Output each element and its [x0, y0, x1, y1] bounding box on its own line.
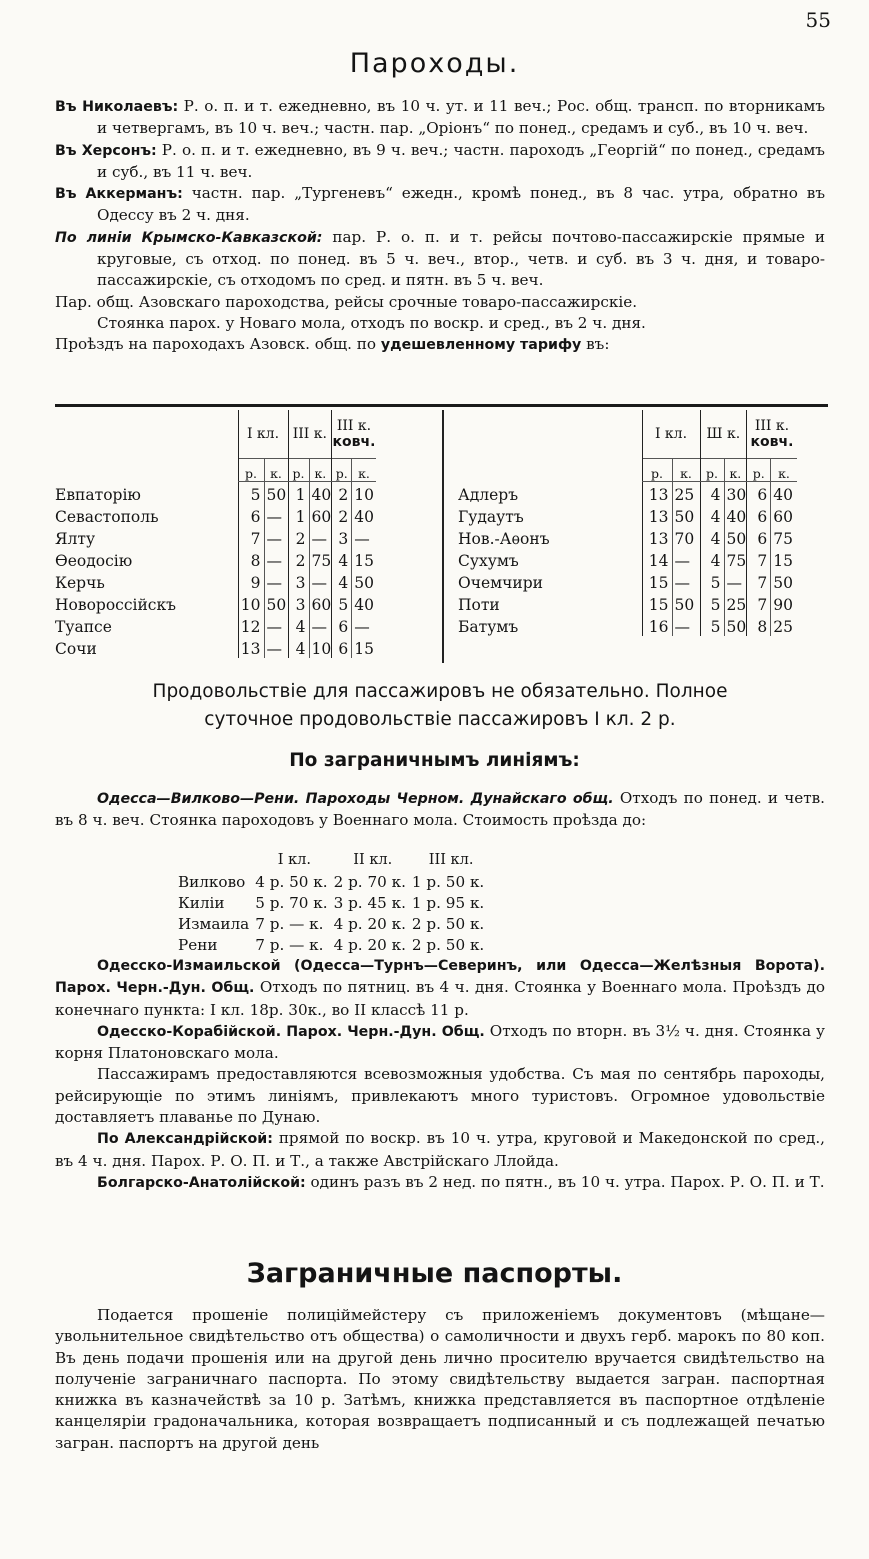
table-center-divider [442, 410, 444, 663]
fare-kop: 50 [724, 614, 747, 636]
sub-header-kop: к. [771, 458, 797, 481]
fare-kop: 50 [264, 592, 288, 614]
fare-rub: 6 [747, 481, 771, 504]
route-text: Отходъ по вторн. въ 3½ ч. дня. Стоянка у корня Платоновскаго мола. [55, 1021, 825, 1063]
price-class-1: 7 р. — к. [255, 914, 324, 933]
fare-row [55, 504, 376, 526]
route-lead: По Александрійской: [97, 1131, 273, 1148]
fare-row [458, 526, 797, 548]
fare-rub: 8 [747, 614, 771, 636]
route-kherson [55, 140, 825, 184]
fare-kop: 50 [724, 526, 747, 548]
fare-kop: 70 [672, 526, 700, 548]
fare-kop: — [264, 526, 288, 548]
col-header-class-1: I кл. [642, 410, 700, 458]
fare-kop: — [352, 614, 376, 636]
foreign-routes [55, 955, 825, 1194]
route-bulgaria-anatolia [55, 1172, 825, 1194]
route-lead: Въ Аккерманъ: [55, 186, 183, 203]
fare-rub: 4 [332, 548, 352, 570]
fare-rub: 4 [700, 526, 724, 548]
fare-kop: 50 [771, 570, 797, 592]
fare-kop: 40 [352, 592, 376, 614]
fare-kop: 15 [771, 548, 797, 570]
route-lead: Въ Николаевъ: [55, 99, 179, 115]
price-place: Измаила [178, 914, 250, 933]
route-nikolaev [55, 96, 825, 140]
price-class-3: 1 р. 95 к. [411, 893, 485, 912]
fare-rub: 14 [642, 548, 672, 570]
price-place: Рени [178, 935, 218, 954]
fare-rub: 2 [288, 526, 309, 548]
route-odessa-corabia [55, 1021, 825, 1065]
fare-row [458, 570, 797, 592]
fare-kop: — [264, 636, 288, 658]
destination: Сочи [55, 639, 97, 658]
tariff-bold: удешевленному тарифу [380, 337, 582, 354]
price-class-3: 2 р. 50 к. [411, 935, 485, 954]
steamers-text [55, 96, 825, 357]
fare-kop: 30 [724, 481, 747, 504]
destination: Батумъ [458, 617, 519, 636]
route-lead: Одесско-Корабійской. Парох. Черн.-Дун. Общ. [97, 1023, 485, 1040]
fare-kop: 25 [672, 481, 700, 504]
section-title-steamers: Пароходы. [349, 48, 520, 79]
fare-rub: 2 [288, 548, 309, 570]
fare-row [458, 614, 797, 636]
price-row [178, 871, 490, 892]
fare-row [55, 636, 376, 658]
fare-kop: 60 [309, 504, 332, 526]
fare-rub: 4 [288, 636, 309, 658]
fare-kop: — [352, 526, 376, 548]
danube-price-table [178, 848, 490, 955]
fare-kop: — [264, 570, 288, 592]
price-col-class-3: III кл. [428, 851, 474, 868]
fare-row [458, 481, 797, 504]
destination: Керчь [55, 573, 105, 592]
fare-kop: — [309, 526, 332, 548]
route-text: пар. Р. о. п. и т. рейсы почтово-пассажирскіе прямые и круговые, съ отход. по понед. въ 5 ч. веч., втор., четв. и суб. въ 3 ч. дня, и товаро-пассажирскіе, съ отходомъ по сред. и пятн. въ 5 ч. веч. [97, 227, 825, 290]
destination: Нов.-Аѳонъ [458, 529, 550, 548]
fare-rub: 1 [288, 481, 309, 504]
fare-row [55, 592, 376, 614]
fare-rub: 15 [642, 592, 672, 614]
fare-rub: 12 [238, 614, 264, 636]
route-text: Отходъ по пятниц. въ 4 ч. дня. Стоянка у Военнаго мола. Проѣздъ до конечнаго пункта: I кл. 18р. 30к., во II классѣ 11 р. [55, 978, 825, 1019]
price-place: Киліи [178, 893, 225, 912]
fare-rub: 5 [332, 592, 352, 614]
destination: Ѳеодосію [55, 551, 133, 570]
azov-tariff-intro: Проѣздъ на пароходахъ Азовск. общ. по удешевленному тарифу въ: [55, 335, 610, 354]
fare-rub: 13 [642, 526, 672, 548]
fare-row [55, 481, 376, 504]
fare-kop: — [672, 614, 700, 636]
destination: Адлеръ [458, 485, 519, 504]
price-row [178, 892, 490, 913]
sub-header-rub: р. [747, 458, 771, 481]
passenger-comforts: Пассажирамъ предоставляются всевозможныя удобства. Съ мая по сентябрь пароходы, рейсирующіе по этимъ линіямъ, привлекаютъ много туристовъ. Огромное удовольствіе доставляетъ плаванье по Дунаю. [55, 1065, 825, 1127]
route-akkerman [55, 183, 825, 227]
fare-rub: 16 [642, 614, 672, 636]
price-col-class-2: II кл. [353, 851, 393, 868]
destination: Ялту [55, 529, 96, 548]
fare-kop: 75 [724, 548, 747, 570]
route-text: прямой по воскр. въ 10 ч. утра, круговой и Македонской по сред., въ 4 ч. дня. Парох. Р. О. П. и Т., а также Австрійскаго Ллойда. [55, 1129, 825, 1170]
destination: Севастополь [55, 507, 159, 526]
fare-kop: 25 [771, 614, 797, 636]
fare-kop: 40 [771, 481, 797, 504]
fare-kop: — [264, 504, 288, 526]
fare-rub: 4 [700, 481, 724, 504]
fare-row [458, 592, 797, 614]
price-col-class-1: I кл. [277, 851, 312, 868]
foreign-intro [55, 788, 825, 832]
fare-rub: 3 [332, 526, 352, 548]
col-header-class-3-deck: III к. ковч. [332, 410, 376, 458]
fare-rub: 4 [700, 548, 724, 570]
route-text: Р. о. п. и т. ежедневно, въ 9 ч. веч.; частн. пароходъ „Георгій“ по понед., средамъ и суб., въ 11 ч. веч. [97, 140, 825, 181]
fare-kop: — [672, 570, 700, 592]
fare-rub: 3 [288, 570, 309, 592]
destination: Новороссійскъ [55, 595, 177, 614]
sub-header-kop: к. [309, 458, 332, 481]
fare-rub: 1 [288, 504, 309, 526]
fare-rub: 4 [332, 570, 352, 592]
sub-header-rub: р. [332, 458, 352, 481]
fare-kop: 10 [352, 481, 376, 504]
price-row [178, 934, 490, 955]
price-class-2: 4 р. 20 к. [333, 935, 406, 954]
price-row [178, 913, 490, 934]
destination: Поти [458, 595, 500, 614]
passports-text [55, 1305, 825, 1454]
sub-header-rub: р. [700, 458, 724, 481]
fare-rub: 6 [238, 504, 264, 526]
fare-row [55, 614, 376, 636]
destination: Гудаутъ [458, 507, 524, 526]
fare-kop: — [672, 548, 700, 570]
fare-kop: 40 [724, 504, 747, 526]
section-title-foreign-lines: По заграничнымъ линіямъ: [289, 750, 580, 771]
provisions-note [60, 678, 820, 734]
fare-kop: 90 [771, 592, 797, 614]
col-header-class-3: III к. [288, 410, 332, 458]
route-lead: Одесса—Вилково—Рени. Пароходы Черном. Дунайскаго общ. [97, 791, 614, 807]
fare-rub: 6 [332, 636, 352, 658]
azov-berth: Стоянка парох. у Новаго мола, отходъ по воскр. и сред., въ 2 ч. дня. [97, 313, 646, 332]
fare-rub: 5 [238, 481, 264, 504]
route-lead: По линіи Крымско-Кавказской: [55, 229, 323, 246]
sub-header-rub: р. [238, 458, 264, 481]
col-header-class-1: I кл. [238, 410, 288, 458]
price-class-3: 1 р. 50 к. [411, 872, 485, 891]
price-class-2: 4 р. 20 к. [333, 914, 406, 933]
fare-kop: 60 [771, 504, 797, 526]
fare-rub: 2 [332, 504, 352, 526]
fare-rub: 6 [747, 504, 771, 526]
fare-rub: 4 [700, 504, 724, 526]
route-odessa-izmail [55, 955, 825, 1021]
price-class-1: 5 р. 70 к. [255, 893, 328, 912]
route-crimea-caucasus [55, 227, 825, 292]
fare-kop: — [264, 548, 288, 570]
fare-kop: — [309, 614, 332, 636]
fare-rub: 15 [642, 570, 672, 592]
fare-row [55, 548, 376, 570]
fare-rub: 3 [288, 592, 309, 614]
fare-rub: 5 [700, 614, 724, 636]
fare-kop: 50 [352, 570, 376, 592]
fare-row [458, 504, 797, 526]
fare-kop: — [264, 614, 288, 636]
fare-rub: 7 [747, 592, 771, 614]
price-class-1: 7 р. — к. [255, 935, 324, 954]
fare-rub: 7 [747, 570, 771, 592]
fare-rub: 5 [700, 570, 724, 592]
fare-rub: 7 [747, 548, 771, 570]
section-title-passports: Заграничные паспорты. [246, 1258, 623, 1289]
route-alexandria [55, 1128, 825, 1172]
price-class-2: 3 р. 45 к. [333, 893, 406, 912]
fare-rub: 13 [642, 504, 672, 526]
route-odessa-vilkovo-reni [55, 788, 825, 832]
route-text: частн. пар. „Тургеневъ“ ежедн., кромѣ понед., въ 8 час. утра, обратно въ Одессу въ 2 ч. дня. [97, 184, 825, 225]
col-header-class-3-deck: III к. ковч. [747, 410, 797, 458]
fare-kop: 75 [771, 526, 797, 548]
fare-kop: 40 [352, 504, 376, 526]
destination: Евпаторію [55, 485, 141, 504]
fare-row [55, 570, 376, 592]
price-class-3: 2 р. 50 к. [411, 914, 485, 933]
fare-rub: 10 [238, 592, 264, 614]
fare-rub: 2 [332, 481, 352, 504]
fare-rub: 7 [238, 526, 264, 548]
sub-header-rub: р. [642, 458, 672, 481]
route-lead: Болгарско-Анатолійской: [97, 1174, 306, 1191]
fare-kop: 60 [309, 592, 332, 614]
price-class-2: 2 р. 70 к. [333, 872, 406, 891]
fare-row [458, 548, 797, 570]
sub-header-kop: к. [724, 458, 747, 481]
fare-kop: 15 [352, 548, 376, 570]
route-text: одинъ разъ въ 2 нед. по пятн., въ 10 ч. утра. Парох. Р. О. П. и Т. [305, 1172, 825, 1191]
fare-table-right [458, 410, 797, 636]
fare-kop: 40 [309, 481, 332, 504]
fare-kop: 75 [309, 548, 332, 570]
fare-rub: 9 [238, 570, 264, 592]
provisions-line-2: суточное продовольствіе пассажировъ I кл. 2 р. [204, 709, 676, 730]
provisions-line-1: Продовольствіе для пассажировъ не обязательно. Полное [152, 681, 728, 702]
sub-header-kop: к. [264, 458, 288, 481]
fare-kop: 50 [672, 504, 700, 526]
fare-rub: 8 [238, 548, 264, 570]
price-class-1: 4 р. 50 к. [255, 872, 328, 891]
fare-kop: 10 [309, 636, 332, 658]
passports-paragraph: Подается прошеніе полиціймейстеру съ приложеніемъ документовъ (мѣщане—увольнительное свидѣтельство отъ общества) о самоличности и двухъ герб. марокъ по 80 коп. Въ день подачи прошенія или на другой день лично просителю вручается свидѣтельство на полученіе заграничнаго паспорта. По этому свидѣтельству выдается загран. паспортная книжка въ казначействѣ за 10 р. Затѣмъ, книжка представляется въ паспортное отдѣленіе канцеляріи градоначальника, которая возвращаетъ подписанный и съ подлежащей печатью загран. паспортъ на другой день [55, 1306, 825, 1452]
destination: Сухумъ [458, 551, 519, 570]
fare-rub: 5 [700, 592, 724, 614]
fare-kop: 25 [724, 592, 747, 614]
page-number: 55 [805, 8, 831, 32]
fare-rub: 6 [747, 526, 771, 548]
fare-kop: 15 [352, 636, 376, 658]
route-lead: Одесско-Измаильской (Одесса—Турнъ—Северинъ, или Одесса—Желѣзныя Ворота). Парох. Черн.-Дун. Общ. [55, 958, 825, 997]
azov-company: Пар. общ. Азовскаго пароходства, рейсы срочные товаро-пассажирскіе. [55, 292, 638, 311]
fare-rub: 13 [642, 481, 672, 504]
route-text: Р. о. п. и т. ежедневно, въ 10 ч. ут. и 11 веч.; Рос. общ. трансп. по вторникамъ и четвергамъ, въ 10 ч. веч.; частн. пар. „Оріонъ“ по понед., средамъ и суб., въ 10 ч. веч. [97, 97, 825, 138]
sub-header-kop: к. [672, 458, 700, 481]
col-header-class-3: Ш к. [700, 410, 747, 458]
route-text: Отходъ по понед. и четв. въ 8 ч. веч. Стоянка пароходовъ у Военнаго мола. Стоимость проѣзда до: [55, 789, 826, 830]
route-lead: Въ Херсонъ: [55, 142, 157, 159]
fare-table-left [55, 410, 376, 658]
fare-kop: — [724, 570, 747, 592]
fare-rub: 13 [238, 636, 264, 658]
table-top-rule [55, 404, 828, 407]
price-place: Вилково [178, 872, 246, 891]
fare-kop: 50 [672, 592, 700, 614]
fare-rub: 4 [288, 614, 309, 636]
sub-header-rub: р. [288, 458, 309, 481]
fare-rub: 6 [332, 614, 352, 636]
destination: Туапсе [55, 617, 112, 636]
destination: Очемчири [458, 573, 544, 592]
fare-kop: — [309, 570, 332, 592]
sub-header-kop: к. [352, 458, 376, 481]
fare-kop: 50 [264, 481, 288, 504]
fare-row [55, 526, 376, 548]
